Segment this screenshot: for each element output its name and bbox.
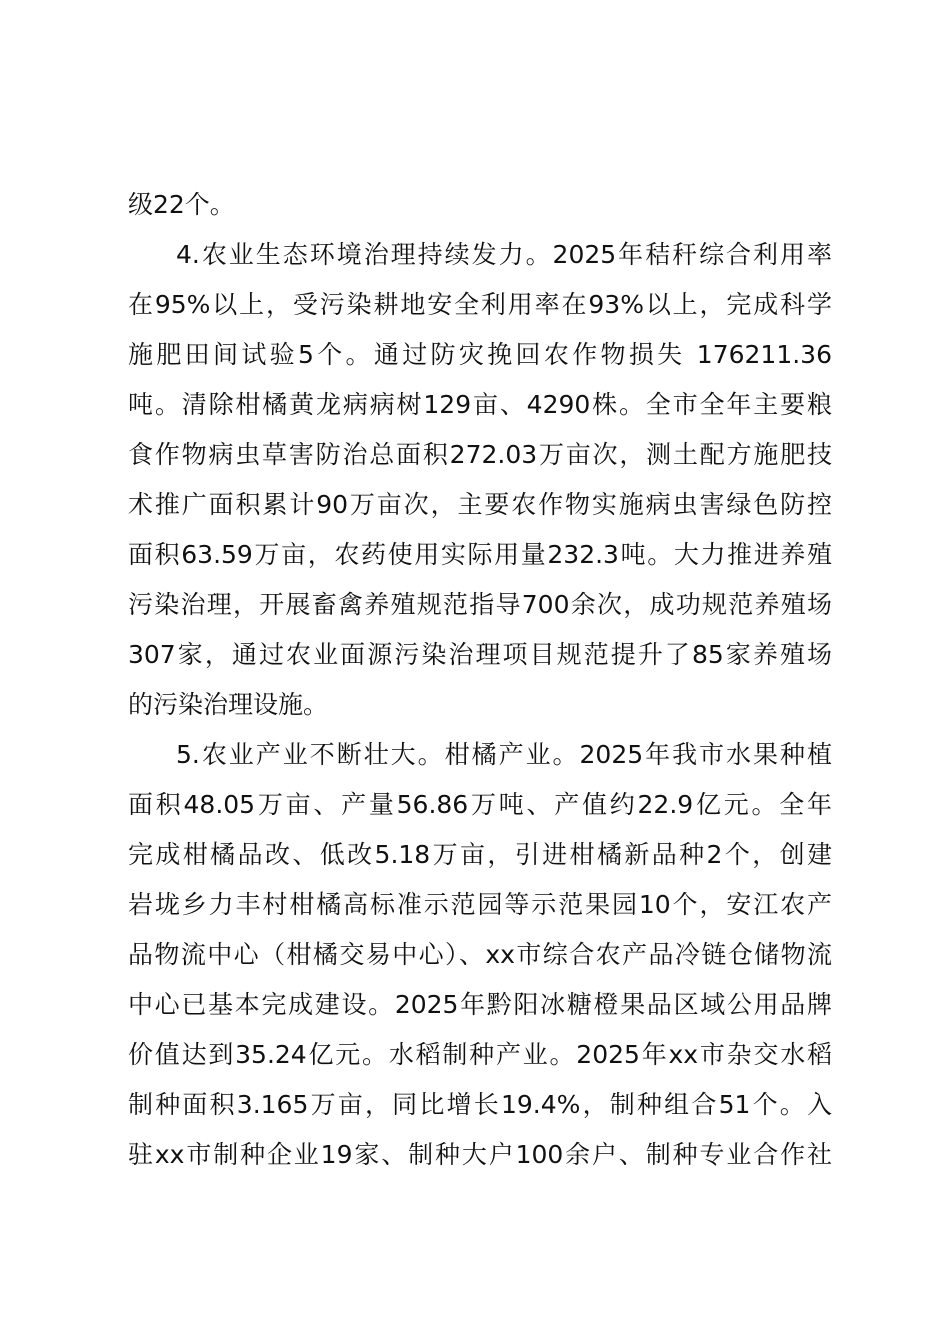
text-line: 价值达到35.24亿元。水稻制种产业。2025年xx市杂交水稻	[128, 1040, 832, 1069]
text-line: 级22个。	[128, 190, 235, 219]
paragraph	[128, 180, 832, 230]
text-line: 完成柑橘品改、低改5.18万亩，引进柑橘新品种2个，创建	[128, 840, 832, 869]
paragraph	[128, 230, 832, 730]
text-line: 在95%以上，受污染耕地安全利用率在93%以上，完成科学	[128, 290, 832, 319]
text-line: 污染治理，开展畜禽养殖规范指导700余次，成功规范养殖场	[128, 590, 832, 619]
text-line: 制种面积3.165万亩，同比增长19.4%，制种组合51个。入	[128, 1090, 832, 1119]
text-line: 吨。清除柑橘黄龙病病树129亩、4290株。全市全年主要粮	[128, 390, 832, 419]
text-line: 面积48.05万亩、产量56.86万吨、产值约22.9亿元。全年	[128, 790, 832, 819]
text-line: 中心已基本完成建设。2025年黔阳冰糖橙果品区域公用品牌	[128, 990, 832, 1019]
text-line: 5.农业产业不断壮大。柑橘产业。2025年我市水果种植	[176, 740, 832, 769]
paragraph	[128, 730, 832, 1180]
text-line: 品物流中心（柑橘交易中心）、xx市综合农产品冷链仓储物流	[128, 940, 832, 969]
text-line: 4.农业生态环境治理持续发力。2025年秸秆综合利用率	[176, 240, 832, 269]
text-line: 驻xx市制种企业19家、制种大户100余户、制种专业合作社	[128, 1140, 832, 1169]
text-line: 术推广面积累计90万亩次，主要农作物实施病虫害绿色防控	[128, 490, 832, 519]
text-line: 施肥田间试验5个。通过防灾挽回农作物损失 176211.36	[128, 340, 832, 369]
text-line: 食作物病虫草害防治总面积272.03万亩次，测土配方施肥技	[128, 440, 832, 469]
document-page	[128, 180, 832, 1180]
text-line: 307家，通过农业面源污染治理项目规范提升了85家养殖场	[128, 640, 832, 669]
text-line: 岩垅乡力丰村柑橘高标准示范园等示范果园10个，安江农产	[128, 890, 832, 919]
text-line: 的污染治理设施。	[128, 690, 329, 719]
text-line: 面积63.59万亩，农药使用实际用量232.3吨。大力推进养殖	[128, 540, 832, 569]
